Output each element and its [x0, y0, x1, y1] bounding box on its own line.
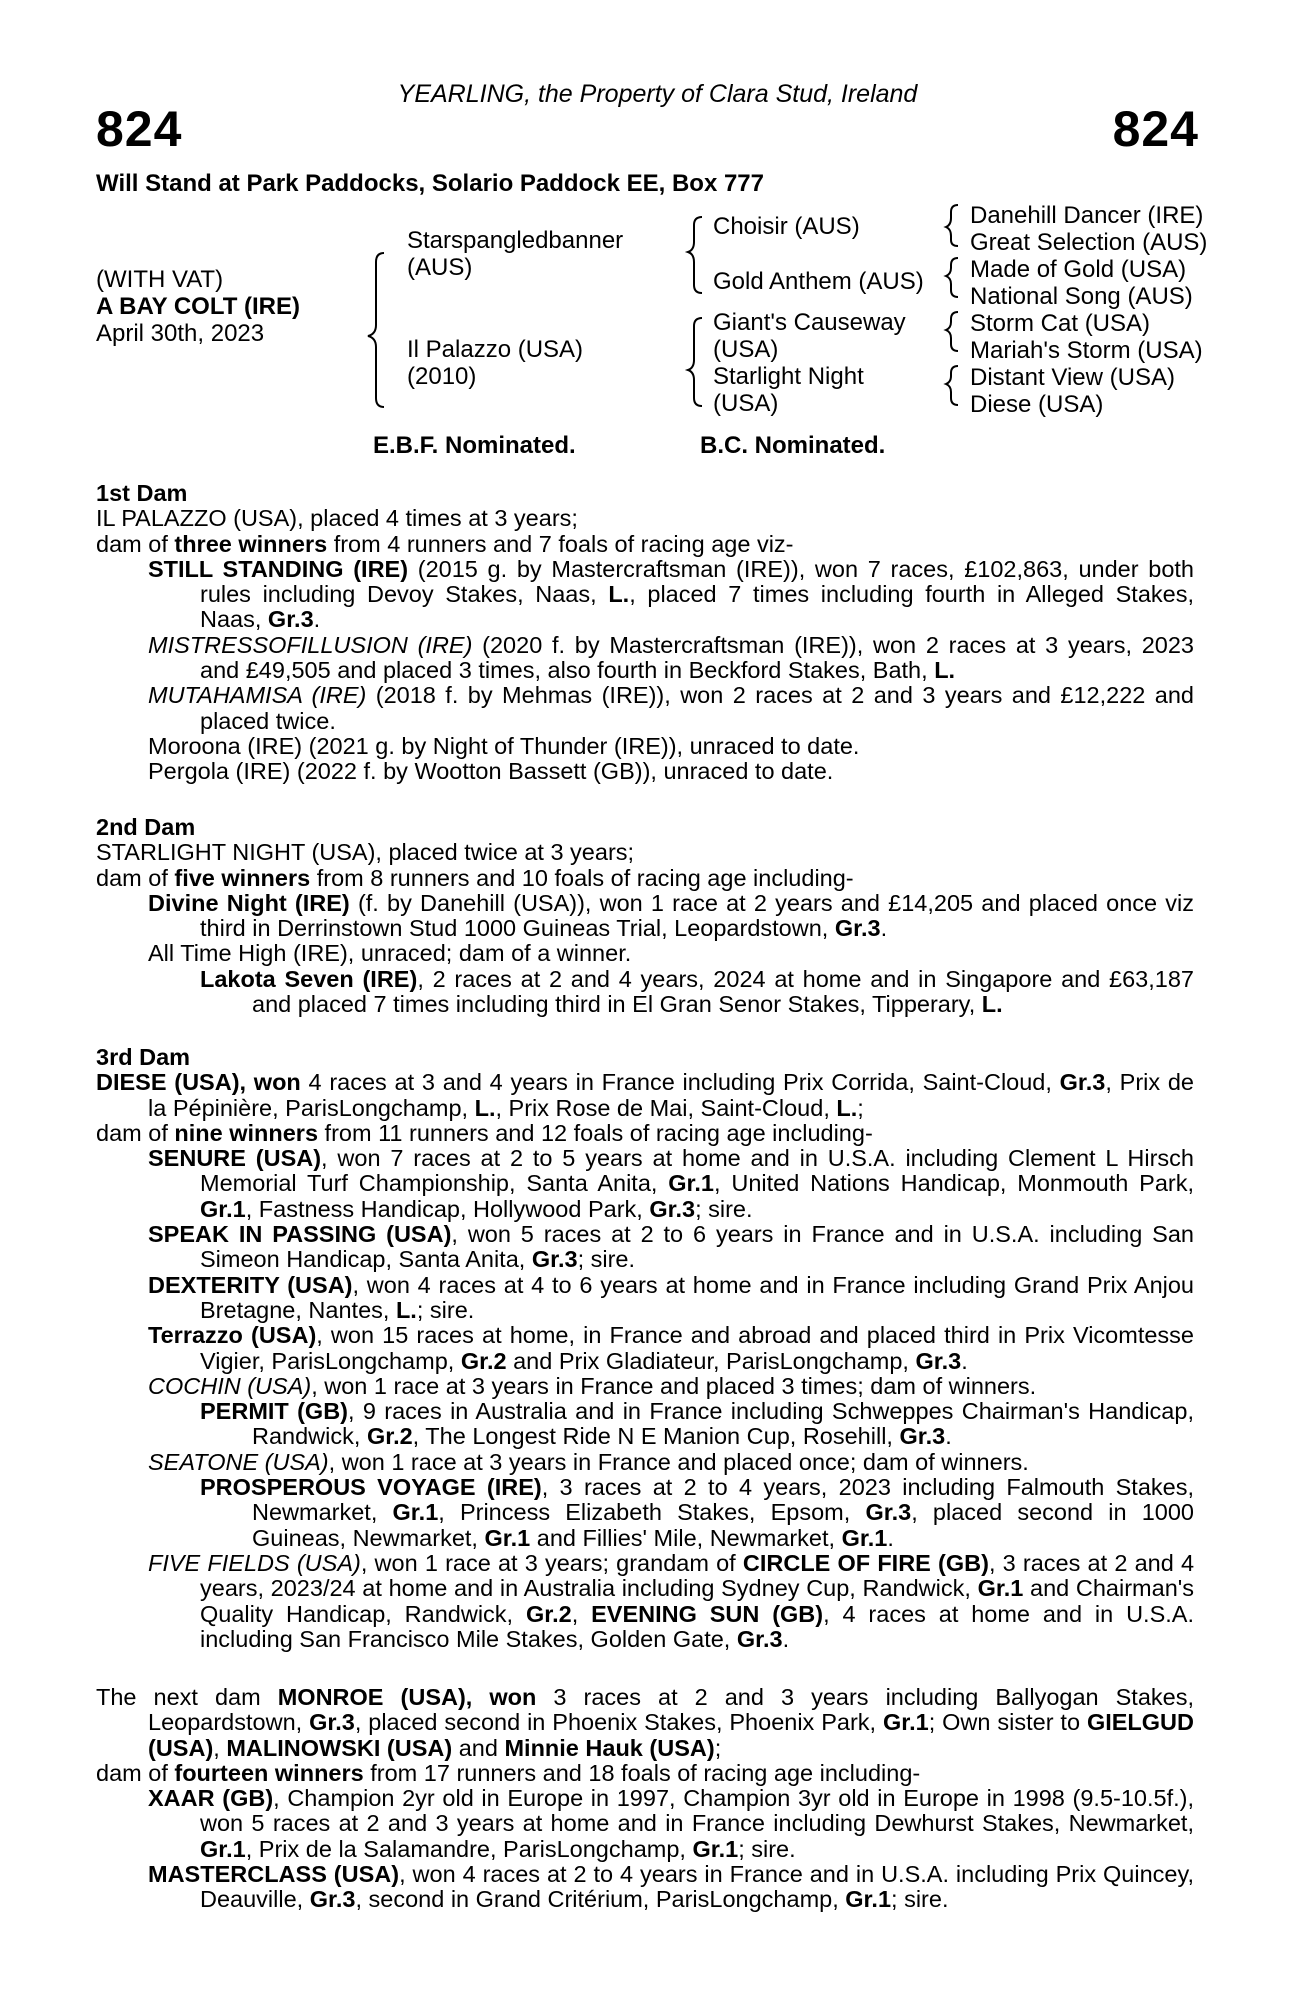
- dam-sire-name: Giant's Causeway: [713, 309, 906, 336]
- offspring-entry: [148, 1374, 1194, 1399]
- text: , 4 races at home and in U.S.A. including San Francisco Mile Stakes, Golden Gate,: [200, 1600, 1194, 1652]
- pedigree-dam-sire: [713, 309, 906, 363]
- section-heading: 1st Dam: [96, 480, 188, 506]
- grand-offspring-entry: [200, 1399, 1194, 1450]
- offspring-entry: [148, 557, 1194, 633]
- offspring-name: XAAR (GB): [148, 1785, 274, 1812]
- gen3-1: Danehill Dancer (IRE): [970, 202, 1204, 229]
- winners-count: five winners: [174, 864, 311, 891]
- grade: Gr.2: [460, 1347, 507, 1374]
- text: .: [313, 606, 321, 633]
- text: and Prix Gladiateur, ParisLongchamp,: [506, 1347, 916, 1374]
- grade: Gr.1: [484, 1524, 531, 1551]
- text: , won 1 race at 3 years in France and placed once; dam of winners.: [328, 1448, 1029, 1475]
- next-dam-section: [96, 1685, 1194, 1913]
- grade: Gr.3: [834, 915, 881, 942]
- grand-offspring-entry: [200, 1475, 1194, 1551]
- offspring-entry: [148, 1450, 1194, 1475]
- offspring-entry: [148, 1786, 1194, 1862]
- grade: Gr.1: [668, 1170, 714, 1197]
- grade: Gr.3: [267, 606, 314, 633]
- grade: Gr.1: [841, 1524, 888, 1551]
- section-heading: 2nd Dam: [96, 814, 196, 840]
- dam-line: [96, 1685, 1194, 1761]
- dam-line: IL PALAZZO (USA), placed 4 times at 3 years;: [96, 505, 578, 532]
- text: ,: [571, 1600, 592, 1627]
- sibling-name: Minnie Hauk (USA): [504, 1734, 715, 1761]
- dam-year: (2010): [407, 363, 477, 390]
- third-dam-section: [96, 1045, 1194, 1652]
- pedigree-sire-dam: Gold Anthem (AUS): [713, 268, 924, 295]
- offspring-name: SEATONE (USA): [148, 1448, 329, 1475]
- grade: Gr.1: [977, 1575, 1024, 1602]
- offspring-name: MASTERCLASS (USA): [148, 1861, 400, 1888]
- gen3-7: Distant View (USA): [970, 364, 1175, 391]
- text: , won 5 races at 2 to 6 years in France and in U.S.A. including San Simeon Handicap, Santa Anita,: [200, 1221, 1194, 1273]
- grade: L.: [608, 581, 630, 608]
- grade: Gr.1: [845, 1886, 892, 1913]
- gen3-6: Mariah's Storm (USA): [970, 337, 1203, 364]
- grade: Gr.3: [865, 1499, 912, 1526]
- offspring-entry: [148, 1551, 1194, 1652]
- gen3-5: Storm Cat (USA): [970, 310, 1151, 337]
- text: , Champion 2yr old in Europe in 1997, Champion 3yr old in Europe in 1998 (9.5-10.5f.), won 5 races at 2 and 3 years at home and in France including Dewhurst Stakes, Newmarket,: [200, 1785, 1194, 1837]
- text: , won 15 races at home, in France and abroad and placed third in Prix Vicomtesse Vigier, ParisLongchamp,: [200, 1322, 1194, 1374]
- grand-offspring-name: CIRCLE OF FIRE (GB): [742, 1549, 989, 1576]
- text: and Chairman's Quality Handicap, Randwick,: [200, 1575, 1194, 1627]
- offspring-name: SENURE (USA): [148, 1145, 322, 1172]
- grade: Gr.3: [1059, 1069, 1106, 1096]
- dam-sire-country: (USA): [713, 336, 779, 363]
- text: , placed second in 1000 Guineas, Newmarket,: [252, 1499, 1195, 1551]
- offspring-entry: [148, 683, 1194, 734]
- text: dam of: [96, 530, 175, 557]
- offspring-name: Lakota Seven (IRE): [200, 965, 418, 992]
- text: , won 7 races at 2 to 5 years at home and in U.S.A. including Clement L Hirsch Memorial Turf Championship, Santa Anita,: [200, 1145, 1195, 1197]
- grade: L.: [981, 991, 1003, 1018]
- produce-line: [96, 532, 1194, 557]
- grade: Gr.3: [915, 1347, 962, 1374]
- text: , 3 races at 2 to 4 years, 2023 including Falmouth Stakes, Newmarket,: [252, 1474, 1194, 1526]
- offspring-entry: [148, 1222, 1194, 1273]
- text: ;: [714, 1734, 722, 1761]
- grand-offspring-name: EVENING SUN (GB): [591, 1600, 824, 1627]
- dam-line: STARLIGHT NIGHT (USA), placed twice at 3 years;: [96, 839, 635, 866]
- offspring-entry: [148, 891, 1194, 942]
- offspring-entry: [148, 1323, 1194, 1374]
- grade: Gr.3: [531, 1246, 578, 1273]
- text: , United Nations Handicap, Monmouth Park,: [713, 1170, 1194, 1197]
- pedigree-sire: [407, 227, 623, 281]
- pedigree-dam: [407, 336, 583, 390]
- text: , second in Grand Critérium, ParisLongchamp,: [355, 1886, 846, 1913]
- winners-count: fourteen winners: [174, 1759, 364, 1786]
- text: , placed second in Phoenix Stakes, Phoenix Park,: [354, 1709, 883, 1736]
- lot-number-left: 824: [96, 101, 183, 157]
- grade: L.: [934, 657, 956, 684]
- text: .: [887, 1524, 894, 1551]
- text: ; sire.: [738, 1835, 796, 1862]
- offspring-name: DEXTERITY (USA): [148, 1271, 353, 1298]
- offspring-name: Terrazzo (USA): [148, 1322, 317, 1349]
- text: , Princess Elizabeth Stakes, Epsom,: [438, 1499, 866, 1526]
- text: dam of: [96, 1119, 175, 1146]
- offspring-entry: Moroona (IRE) (2021 g. by Night of Thunder (IRE)), unraced to date.: [148, 732, 860, 759]
- text: , 2 races at 2 and 4 years, 2024 at home and in Singapore and £63,187 and placed 7 times including third in El Gran Senor Stakes, Tipperary,: [252, 965, 1194, 1018]
- text: ; sire.: [891, 1886, 949, 1913]
- text: , won 1 race at 3 years; grandam of: [360, 1549, 743, 1576]
- grade: L.: [474, 1094, 496, 1121]
- text: , The Longest Ride N E Manion Cup, Rosehill,: [412, 1423, 900, 1450]
- dam-dam-name: Starlight Night: [713, 363, 864, 390]
- text: , won 1 race at 3 years in France and placed 3 times; dam of winners.: [311, 1372, 1037, 1399]
- lot-number-right: 824: [1112, 101, 1199, 157]
- gen3-3: Made of Gold (USA): [970, 256, 1187, 283]
- text: , Prix de la Pépinière, ParisLongchamp,: [148, 1069, 1194, 1121]
- text: 4 races at 3 and 4 years in France including Prix Corrida, Saint-Cloud,: [300, 1069, 1060, 1096]
- text: and Fillies' Mile, Newmarket,: [530, 1524, 842, 1551]
- gen3-8: Diese (USA): [970, 391, 1104, 418]
- text: ; sire.: [695, 1195, 753, 1222]
- dam-name: Il Palazzo (USA): [407, 336, 584, 363]
- grade: Gr.3: [309, 1709, 355, 1736]
- text: , won 4 races at 4 to 6 years at home and in France including Grand Prix Anjou Bretagne, Nantes,: [200, 1271, 1195, 1323]
- dam-name: MONROE (USA): [277, 1684, 466, 1710]
- text: .: [961, 1347, 968, 1374]
- text: , won 4 races at 2 to 4 years in France and in U.S.A. including Prix Quincey, Deauville,: [200, 1861, 1194, 1913]
- offspring-name: MISTRESSOFILLUSION (IRE): [148, 631, 473, 658]
- text: ; sire.: [577, 1246, 636, 1273]
- offspring-entry: [148, 633, 1194, 684]
- gen3-2: Great Selection (AUS): [970, 229, 1208, 256]
- pedigree-dam-dam: [713, 363, 864, 417]
- text: .: [880, 915, 888, 942]
- text: The next dam: [96, 1684, 278, 1710]
- vat-note: (WITH VAT): [96, 266, 224, 293]
- text: .: [782, 1625, 790, 1652]
- text: from 11 runners and 12 foals of racing age including-: [318, 1119, 873, 1146]
- second-dam-section: [96, 815, 1194, 1017]
- text: (f. by Danehill (USA)), won 1 race at 2 years and £14,205 and placed once viz third in Derrinstown Stud 1000 Guineas Trial, Leopardstown,: [200, 889, 1194, 942]
- grade: L.: [395, 1296, 417, 1323]
- dam-dam-country: (USA): [713, 390, 779, 417]
- offspring-entry: [148, 1862, 1194, 1913]
- ebf-nominated: E.B.F. Nominated.: [373, 432, 576, 459]
- text: ,: [213, 1734, 227, 1761]
- winners-count: three winners: [174, 530, 328, 557]
- text: ; Own sister to: [928, 1709, 1087, 1736]
- grade: Gr.1: [882, 1709, 929, 1736]
- bc-nominated: B.C. Nominated.: [700, 432, 886, 459]
- winners-count: nine winners: [174, 1119, 319, 1146]
- pedigree-sire-sire: Choisir (AUS): [713, 213, 860, 240]
- sibling-name: GIELGUD (USA): [148, 1709, 1194, 1761]
- offspring-entry: [148, 1146, 1194, 1222]
- text: and: [452, 1734, 505, 1761]
- text: .: [945, 1423, 952, 1450]
- produce-line: [96, 866, 1194, 891]
- won: , won: [239, 1069, 301, 1096]
- offspring-name: PROSPEROUS VOYAGE (IRE): [200, 1474, 542, 1501]
- date-of-birth: April 30th, 2023: [96, 320, 265, 347]
- text: , 9 races in Australia and in France including Schweppes Chairman's Handicap, Randwick,: [252, 1398, 1194, 1450]
- offspring-name: COCHIN (USA): [148, 1372, 312, 1399]
- text: dam of: [96, 864, 175, 891]
- offspring-name: MUTAHAMISA (IRE): [148, 682, 367, 709]
- text: , placed 7 times including fourth in Alleged Stakes, Naas,: [200, 581, 1194, 633]
- grade: Gr.3: [309, 1886, 356, 1913]
- grade: Gr.2: [366, 1423, 413, 1450]
- sibling-name: MALINOWSKI (USA): [226, 1734, 453, 1761]
- subtitle: YEARLING, the Property of Clara Stud, Ireland: [397, 80, 918, 108]
- offspring-name: FIVE FIELDS (USA): [148, 1549, 361, 1576]
- grade: Gr.2: [525, 1600, 572, 1627]
- text: from 4 runners and 7 foals of racing age viz-: [327, 530, 794, 557]
- text: dam of: [96, 1759, 175, 1786]
- grade: Gr.3: [736, 1625, 783, 1652]
- grade: Gr.3: [649, 1195, 696, 1222]
- text: (2018 f. by Mehmas (IRE)), won 2 races at 2 and 3 years and £12,222 and placed twice.: [200, 682, 1194, 734]
- produce-line: [96, 1121, 1194, 1146]
- text: from 8 runners and 10 foals of racing age including-: [310, 864, 854, 891]
- text: 3 races at 2 and 3 years including Ballyogan Stakes, Leopardstown,: [148, 1684, 1195, 1736]
- offspring-entry: Pergola (IRE) (2022 f. by Wootton Bassett (GB)), unraced to date.: [148, 758, 834, 785]
- first-dam-section: [96, 481, 1194, 785]
- sire-name: Starspangledbanner: [407, 227, 624, 254]
- pedigree-gen3: [970, 202, 1207, 418]
- offspring-name: Divine Night (IRE): [148, 889, 350, 916]
- text: ;: [857, 1094, 864, 1121]
- text: ; sire.: [416, 1296, 475, 1323]
- grade: L.: [836, 1094, 858, 1121]
- won: , won: [465, 1684, 537, 1710]
- offspring-name: PERMIT (GB): [200, 1398, 349, 1425]
- grade: Gr.1: [392, 1499, 439, 1526]
- section-heading: 3rd Dam: [96, 1044, 191, 1070]
- text: , 3 races at 2 and 4 years, 2023/24 at home and in Australia including Sydney Cup, Randwick,: [200, 1549, 1195, 1602]
- grade: Gr.1: [692, 1835, 739, 1862]
- text: , Prix Rose de Mai, Saint-Cloud,: [495, 1094, 837, 1121]
- text: , Prix de la Salamandre, ParisLongchamp,: [245, 1835, 693, 1862]
- text: (2020 f. by Mastercraftsman (IRE)), won 2 races at 3 years, 2023 and £49,505 and placed 3 times, also fourth in Beckford Stakes, Bath,: [200, 631, 1194, 684]
- dam-line: [96, 1070, 1194, 1121]
- offspring-entry: [148, 1273, 1194, 1324]
- stand-location: Will Stand at Park Paddocks, Solario Paddock EE, Box 777: [96, 170, 765, 197]
- grand-offspring-entry: [200, 967, 1194, 1018]
- gen3-4: National Song (AUS): [970, 283, 1193, 310]
- offspring-entry: All Time High (IRE), unraced; dam of a winner.: [148, 940, 632, 967]
- dam-name: DIESE (USA): [96, 1069, 240, 1096]
- produce-line: [96, 1761, 1194, 1786]
- text: (2015 g. by Mastercraftsman (IRE)), won 7 races, £102,863, under both rules including Devoy Stakes, Naas,: [200, 555, 1194, 608]
- horse-name: A BAY COLT (IRE): [96, 293, 301, 320]
- text: from 17 runners and 18 foals of racing age including-: [363, 1759, 921, 1786]
- text: , Fastness Handicap, Hollywood Park,: [245, 1195, 650, 1222]
- offspring-name: SPEAK IN PASSING (USA): [148, 1221, 452, 1248]
- sire-country: (AUS): [407, 254, 473, 281]
- offspring-name: STILL STANDING (IRE): [148, 555, 409, 582]
- grade: Gr.1: [200, 1835, 246, 1862]
- grade: Gr.1: [200, 1195, 246, 1222]
- grade: Gr.3: [899, 1423, 946, 1450]
